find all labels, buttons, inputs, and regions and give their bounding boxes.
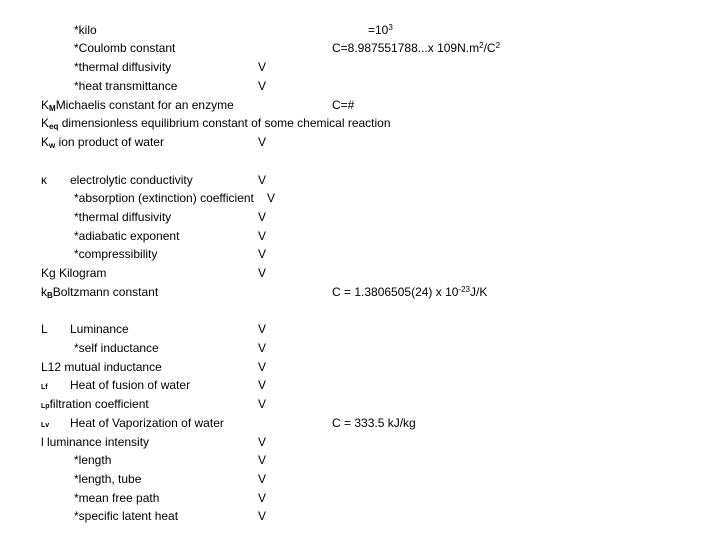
length-tube-mark: V (258, 472, 267, 486)
heat-of-fusion-symbol: Lf (41, 384, 48, 391)
boltzmann-constant-label: $k_BBoltzmann$ constant (41, 285, 159, 300)
mutual-inductance-label: L12 mutual inductance (41, 360, 162, 374)
self-inductance-mark: V (258, 341, 267, 355)
ion-product-water-mark: V (258, 135, 267, 149)
kappa-thermal-diffusivity-label: *thermal diffusivity (74, 210, 172, 224)
equilibrium-constant-label: $K_{eq}$ dimensionless equilibrium constant of some chemical reaction (41, 116, 391, 131)
absorption-coefficient-mark: V (267, 191, 276, 205)
luminance-label: Luminance (70, 322, 129, 336)
boltzmann-constant-value: C = 1.3806505(24) x $10^{-23}J/K$ (332, 285, 488, 299)
michaelis-constant-value: C=# (332, 98, 355, 112)
l-symbol: L (41, 322, 48, 336)
kilo-value: $=10^3$ (368, 23, 393, 37)
thermal-diffusivity-mark: V (258, 60, 267, 74)
mean-free-path-mark: V (258, 491, 267, 505)
heat-transmittance-mark: V (258, 79, 267, 93)
heat-of-fusion-mark: V (258, 378, 267, 392)
absorption-coefficient-label: *absorption (extinction) coefficient (74, 191, 254, 205)
heat-of-fusion-label: Heat of fusion of water (70, 378, 191, 392)
kappa-symbol: κ (41, 173, 47, 187)
michaelis-constant-label: $K_MMichaelis$ constant for an enzyme (41, 98, 234, 113)
kilogram-mark: V (258, 266, 267, 280)
compressibility-label: *compressibility (74, 247, 158, 261)
coulomb-constant-value: C=8.987551788...x $109N.m^2/C^2$ (332, 41, 501, 55)
heat-of-vaporization-value: C = 333.5 kJ/kg (332, 416, 416, 430)
length-label: *length (74, 453, 112, 467)
length-tube-label: *length, tube (74, 472, 142, 486)
luminance-intensity-mark: V (258, 435, 267, 449)
adiabatic-exponent-label: *adiabatic exponent (74, 229, 180, 243)
self-inductance-label: *self inductance (74, 341, 159, 355)
filtration-coefficient-label: Lpfiltration coefficient (41, 397, 149, 411)
ion-product-water-label: $K_w$ ion product of water (41, 135, 164, 150)
heat-of-vaporization-symbol: Lv (41, 422, 50, 429)
heat-transmittance-label: *heat transmittance (74, 79, 178, 93)
luminance-intensity-label: l luminance intensity (41, 435, 150, 449)
mean-free-path-label: *mean free path (74, 491, 160, 505)
specific-latent-heat-label: *specific latent heat (74, 509, 179, 523)
electrolytic-conductivity-label: electrolytic conductivity (70, 173, 193, 187)
length-mark: V (258, 453, 267, 467)
specific-latent-heat-mark: V (258, 509, 267, 523)
mutual-inductance-mark: V (258, 360, 267, 374)
luminance-mark: V (258, 322, 267, 336)
kilogram-label: Kg Kilogram (41, 266, 107, 280)
filtration-coefficient-mark: V (258, 397, 267, 411)
kappa-thermal-diffusivity-mark: V (258, 210, 267, 224)
thermal-diffusivity-label: *thermal diffusivity (74, 60, 172, 74)
heat-of-vaporization-label: Heat of Vaporization of water (70, 416, 224, 430)
adiabatic-exponent-mark: V (258, 229, 267, 243)
compressibility-mark: V (258, 247, 267, 261)
coulomb-constant-label: *Coulomb constant (74, 41, 176, 55)
electrolytic-conductivity-mark: V (258, 173, 267, 187)
kilo-label: *kilo (74, 23, 97, 37)
